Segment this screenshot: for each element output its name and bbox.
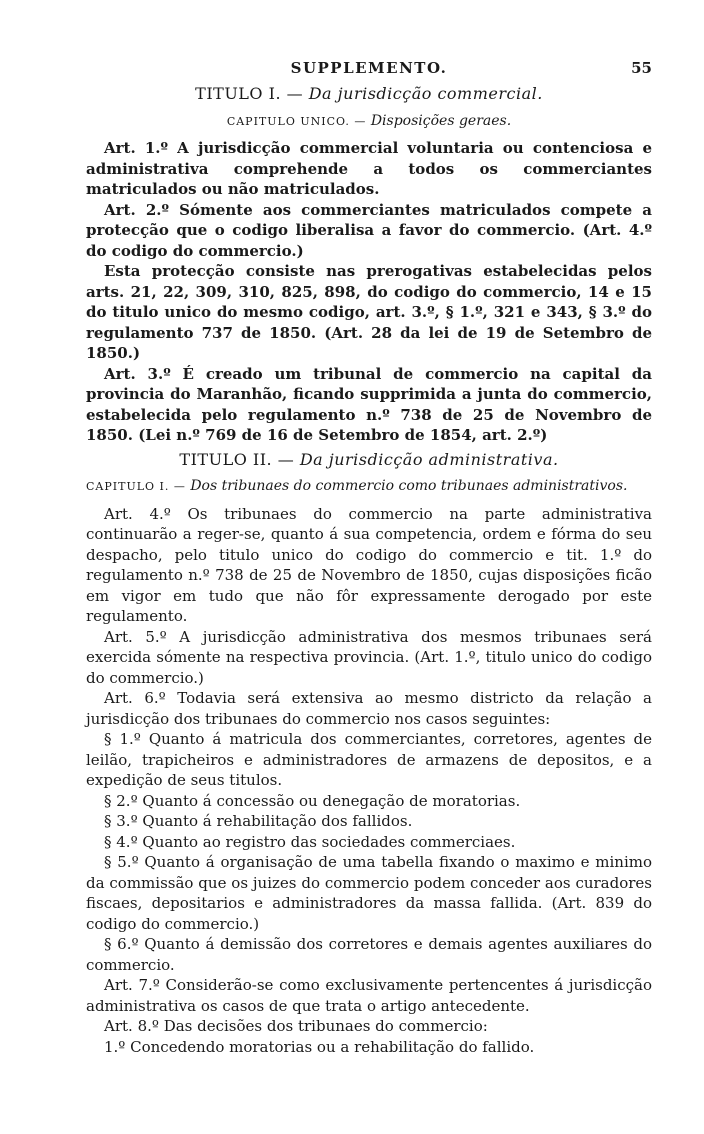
paragraph-art-5: Art. 5.º A jurisdicção administrativa dos mesmos tribunaes será exercida sómente na respectiva provincia. (Art. 1.º, titulo unico do codigo do commercio.): [86, 627, 652, 687]
paragraph-section-1: § 1.º Quanto á matricula dos commerciantes, corretores, agentes de leilão, trapicheiros e administradores de armazens de depositos, e a expedição de seus titulos.: [86, 730, 652, 789]
paragraph-protection: Esta protecção consiste nas prerogativas estabelecidas pelos arts. 21, 22, 309, 310, 825, 898, do codigo do commercio, 14 e 15 do titulo unico do mesmo codigo, art. 3.º, § 1.º, 321 e 343, § 3.º do regulamento 737 de 1850. (Art. 28 da lei de 19 de Setembro de 1850.): [86, 262, 652, 362]
paragraph-section-3: § 3.º Quanto á rehabilitação dos fallidos.: [104, 812, 413, 830]
paragraph-art-8: Art. 8.º Das decisões dos tribunaes do commercio:: [104, 1017, 488, 1035]
paragraph-art-7: Art. 7.º Considerão-se como exclusivamente pertencentes á jurisdicção administrativa os casos de que trata o artigo antecedente.: [86, 976, 652, 1015]
titulo-2-subject: Da jurisdicção administrativa.: [299, 449, 559, 469]
titulo-1-heading: [86, 84, 652, 105]
paragraph-section-2: § 2.º Quanto á concessão ou denegação de moratorias.: [104, 791, 521, 810]
capitulo-unico-label: CAPITULO UNICO. —: [226, 114, 367, 128]
capitulo-unico-heading: [86, 111, 652, 133]
capitulo-unico-subject: Disposições geraes.: [370, 112, 512, 129]
paragraph-art-2: Art. 2.º Sómente aos commerciantes matriculados compete a protecção que o codigo liberalisa a favor do commercio. (Art. 4.º do codigo do commercio.): [86, 200, 652, 260]
paragraph-section-4: § 4.º Quanto ao registro das sociedades commerciaes.: [104, 832, 516, 851]
titulo-2-label: TITULO II. —: [179, 449, 295, 469]
paragraph-art-1: Art. 1.º A jurisdicção commercial voluntaria ou contenciosa e administrativa comprehende a todos os commerciantes matriculados ou não matriculados.: [86, 139, 652, 198]
running-head: [86, 58, 652, 80]
paragraph-art-6: Art. 6.º Todavia será extensiva ao mesmo districto da relação a jurisdicção dos tribunaes do commercio nos casos seguintes:: [86, 689, 652, 728]
running-head-title: SUPPLEMENTO.: [290, 59, 448, 77]
titulo-1-subject: Da jurisdicção commercial.: [308, 84, 543, 103]
titulo-2-heading: [86, 450, 652, 471]
paragraph-section-6: § 6.º Quanto á demissão dos corretores e demais agentes auxiliares do commercio.: [86, 935, 652, 974]
paragraph-section-5: § 5.º Quanto á organisação de uma tabella fixando o maximo e minimo da commissão que os juizes do commercio podem conceder aos curadores fiscaes, depositarios e administradores da massa fallida. (Art. 839 do codigo do commercio.): [86, 853, 652, 933]
paragraph-art-3: Art. 3.º É creado um tribunal de commercio na capital da provincia do Maranhão, ficando supprimida a junta do commercio, estabelecida pelo regulamento n.º 738 de 25 de Novembro de 1850. (Lei n.º 769 de 16 de Setembro de 1854, art. 2.º): [86, 364, 652, 444]
capitulo-1-label: CAPITULO I. —: [86, 480, 186, 493]
page-number: 55: [631, 59, 652, 77]
capitulo-1-subject: Dos tribunaes do commercio como tribunaes administrativos.: [190, 478, 628, 494]
titulo-1-label: TITULO I. —: [195, 84, 304, 103]
paragraph-art-4: Art. 4.º Os tribunaes do commercio na parte administrativa continuarão a reger-se, quanto á sua competencia, ordem e fórma do seu despacho, pelo titulo unico do codigo do commercio e tit. 1.º do regulamento n.º 738 de 25 de Novembro de 1850, cujas disposições ficão em vigor em tudo que não fôr expressamente derogado por este regulamento.: [86, 504, 652, 625]
paragraph-art-8-item-1: 1.º Concedendo moratorias ou a rehabilitação do fallido.: [104, 1037, 535, 1056]
capitulo-1-heading: [86, 476, 652, 498]
